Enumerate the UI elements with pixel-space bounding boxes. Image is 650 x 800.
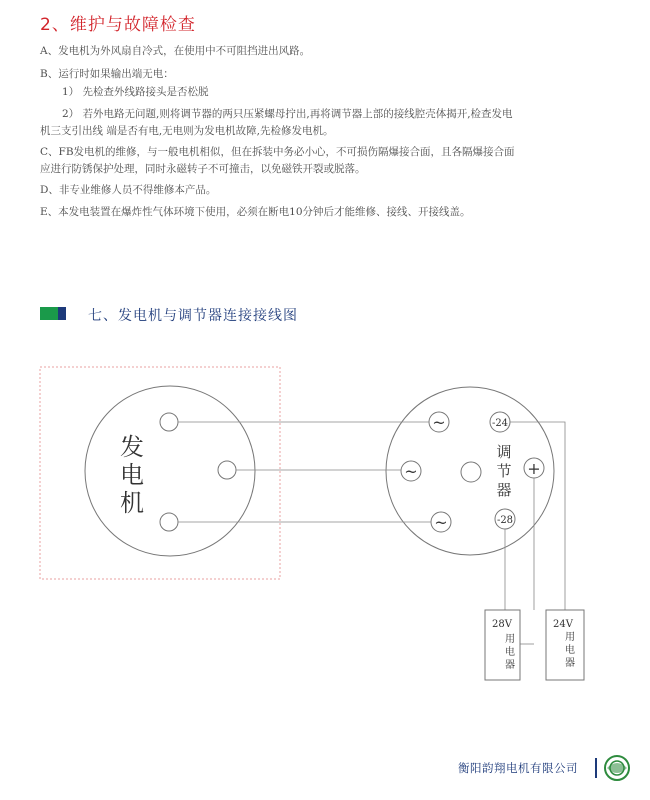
paragraph-C-line2: 应进行防锈保护处理，同时永磁转子不可撞击，以免磁铁开裂或脱落。 bbox=[40, 163, 366, 175]
footer-company-name: 衡阳韵翔电机有限公司 bbox=[458, 761, 578, 775]
paragraph-B: B、运行时如果输出端无电： bbox=[40, 68, 174, 80]
load-28v-l2: 用 bbox=[505, 634, 515, 645]
load-28v-l1: 28V bbox=[492, 619, 512, 630]
terminal-neg28-label: -28 bbox=[496, 515, 514, 526]
section2-title: 2、维护与故障检查 bbox=[40, 15, 196, 35]
regulator-label-2: 节 bbox=[496, 462, 512, 480]
terminal-neg24-label: -24 bbox=[491, 418, 509, 429]
load-24v-l2: 用 bbox=[565, 632, 575, 643]
paragraph-B1: 1） 先检查外线路接头是否松脱 bbox=[62, 86, 209, 98]
load-24v-l1: 24V bbox=[553, 619, 573, 630]
paragraph-A: A、发电机为外风扇自冷式，在使用中不可阻挡进出风路。 bbox=[40, 45, 311, 57]
regulator-label-3: 器 bbox=[496, 481, 512, 499]
ac-symbol-top: ~ bbox=[432, 413, 446, 432]
company-logo-icon bbox=[605, 756, 629, 780]
ac-symbol-mid: ~ bbox=[404, 462, 418, 481]
load-24v-l4: 器 bbox=[565, 658, 575, 669]
paragraph-C-line1: C、FB发电机的维修，与一般电机相似，但在拆装中务必小心，不可损伤隔爆接合面，且各隔爆接合面 bbox=[40, 146, 515, 158]
paragraph-B2-line2: 机三支引出线 端是否有电,无电则为发电机故障,先检修发电机。 bbox=[40, 125, 334, 137]
paragraph-D: D、非专业维修人员不得维修本产品。 bbox=[40, 184, 217, 196]
generator-frame bbox=[40, 367, 280, 579]
generator-label-3: 机 bbox=[120, 489, 144, 517]
regulator-label-1: 调 bbox=[496, 443, 512, 461]
section7-title: 七、发电机与调节器连接接线图 bbox=[88, 308, 298, 324]
load-24v-l3: 电 bbox=[565, 645, 575, 656]
load-28v-l3: 电 bbox=[505, 647, 515, 658]
ac-symbol-bot: ~ bbox=[434, 513, 448, 532]
generator-terminal-bot bbox=[160, 513, 178, 531]
regulator-center bbox=[461, 462, 481, 482]
generator-terminal-mid bbox=[218, 461, 236, 479]
paragraph-E: E、本发电装置在爆炸性气体环境下使用，必须在断电10分钟后才能维修、接线、开接线盖。 bbox=[40, 206, 471, 218]
generator-terminal-top bbox=[160, 413, 178, 431]
generator-label-1: 发 bbox=[120, 433, 144, 461]
plus-symbol: + bbox=[527, 459, 541, 478]
load-28v-l4: 器 bbox=[505, 660, 515, 671]
paragraph-B2-line1: 2） 若外电路无问题,则将调节器的两只压紧螺母拧出,再将调节器上部的接线腔壳体揭开,检查发电 bbox=[62, 108, 513, 120]
wire-neg24 bbox=[510, 422, 565, 610]
generator-label-2: 电 bbox=[120, 461, 144, 489]
